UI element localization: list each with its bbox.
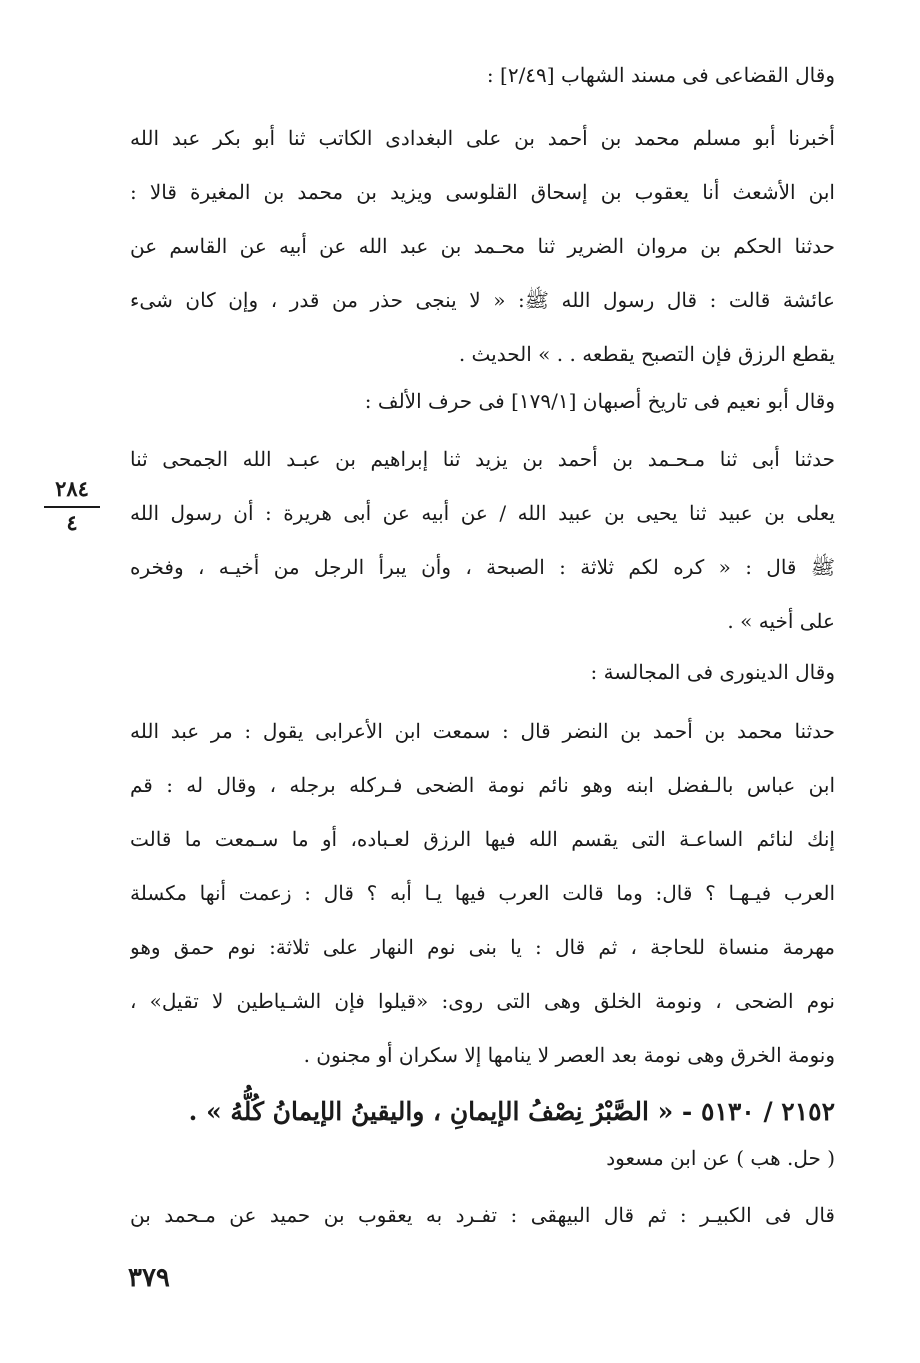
paragraph-isnad-abu-nuaym: [130, 432, 835, 648]
heading-text: وقال الدينورى فى المجالسة :: [590, 660, 835, 684]
text-line: مهرمة منساة للحاجة ، ثم قال : يا بنى نوم النهار على ثلاثة: نوم حمق وهو: [130, 935, 835, 959]
section-heading-abu-nuaym: [130, 374, 835, 428]
text-line: قال فى الكبيـر : ثم قال البيهقى : تفـرد به يعقوب بن حميد عن مـحمد بن: [130, 1203, 835, 1227]
hadith-text: ٢١٥٢ / ٥١٣٠ - « الصَّبْرُ نِصْفُ الإيمانِ ، واليقينُ الإيمانُ كُلُّهُ » .: [188, 1097, 835, 1126]
heading-text: وقال أبو نعيم فى تاريخ أصبهان [١٧٩/١] فى حرف الألف :: [364, 389, 835, 413]
text-line: نوم الضحى ، ونومة الخلق وهى التى روى: «قيلوا فإن الشـياطين لا تقيل» ،: [130, 989, 835, 1013]
text-line: حدثنا الحكم بن مروان الضرير ثنا محـمد بن عبد الله عن أبيه عن القاسم عن: [130, 234, 835, 258]
text-line: ﷺ قال : « كره لكم ثلاثة : الصبحة ، وأن يبرأ الرجل من أخيـه ، وفخره: [130, 555, 835, 579]
margin-volume-reference: [44, 476, 100, 536]
text-line: العرب فيـهـا ؟ قال: وما قالت العرب فيها يـا أبه ؟ قال : زعمت أنها مكسلة: [130, 881, 835, 905]
source-text: ( حل. هب ) عن ابن مسعود: [606, 1146, 835, 1170]
paragraph-isnad-qudai: [130, 111, 835, 381]
page-number: ٣٧٩: [128, 1263, 170, 1293]
heading-text: وقال القضاعى فى مسند الشهاب [٢/٤٩] :: [486, 63, 835, 87]
paragraph-isnad-dinawari: [130, 704, 835, 1082]
text-line: على أخيه » .: [727, 609, 835, 633]
text-line: ونومة الخرق وهى نومة بعد العصر لا ينامها إلا سكران أو مجنون .: [303, 1043, 835, 1067]
section-heading-qudai: [130, 48, 835, 102]
margin-ref-page: ٢٨٤: [44, 476, 100, 508]
hadith-source: [130, 1131, 835, 1185]
text-line: عائشة قالت : قال رسول الله ﷺ: « لا ينجى حذر من قدر ، وإن كان شىء: [130, 288, 835, 312]
text-line: حدثنا أبى ثنا مـحـمد بن أحمد بن يزيد ثنا إبراهيم بن عبـد الله الجمحى ثنا: [130, 447, 835, 471]
text-line: يقطع الرزق فإن التصبح يقطعه . . » الحديث .: [458, 342, 835, 366]
section-heading-dinawari: [130, 645, 835, 699]
text-line: ابن الأشعث أنا يعقوب بن إسحاق القلوسى ويزيد بن محمد بن المغيرة قالا :: [130, 180, 835, 204]
margin-ref-volume: ٤: [66, 510, 78, 535]
text-line: يعلى بن عبيد ثنا يحيى بن عبيد الله / عن أبيه عن أبى هريرة : أن رسول الله: [130, 501, 835, 525]
text-line: أخبرنا أبو مسلم محمد بن أحمد بن على البغدادى الكاتب ثنا أبو بكر عبد الله: [130, 126, 835, 150]
paragraph-commentary: [130, 1188, 835, 1242]
text-line: إنك لنائم الساعـة التى يقسم الله فيها الرزق لعـباده، أو ما سـمعت ما قالت: [130, 827, 835, 851]
text-line: ابن عباس بالـفضل ابنه وهو نائم نومة الضحى فـركله برجله ، وقال له : قم: [130, 773, 835, 797]
text-line: حدثنا محمد بن أحمد بن النضر قال : سمعت ابن الأعرابى يقول : مر عبد الله: [130, 719, 835, 743]
